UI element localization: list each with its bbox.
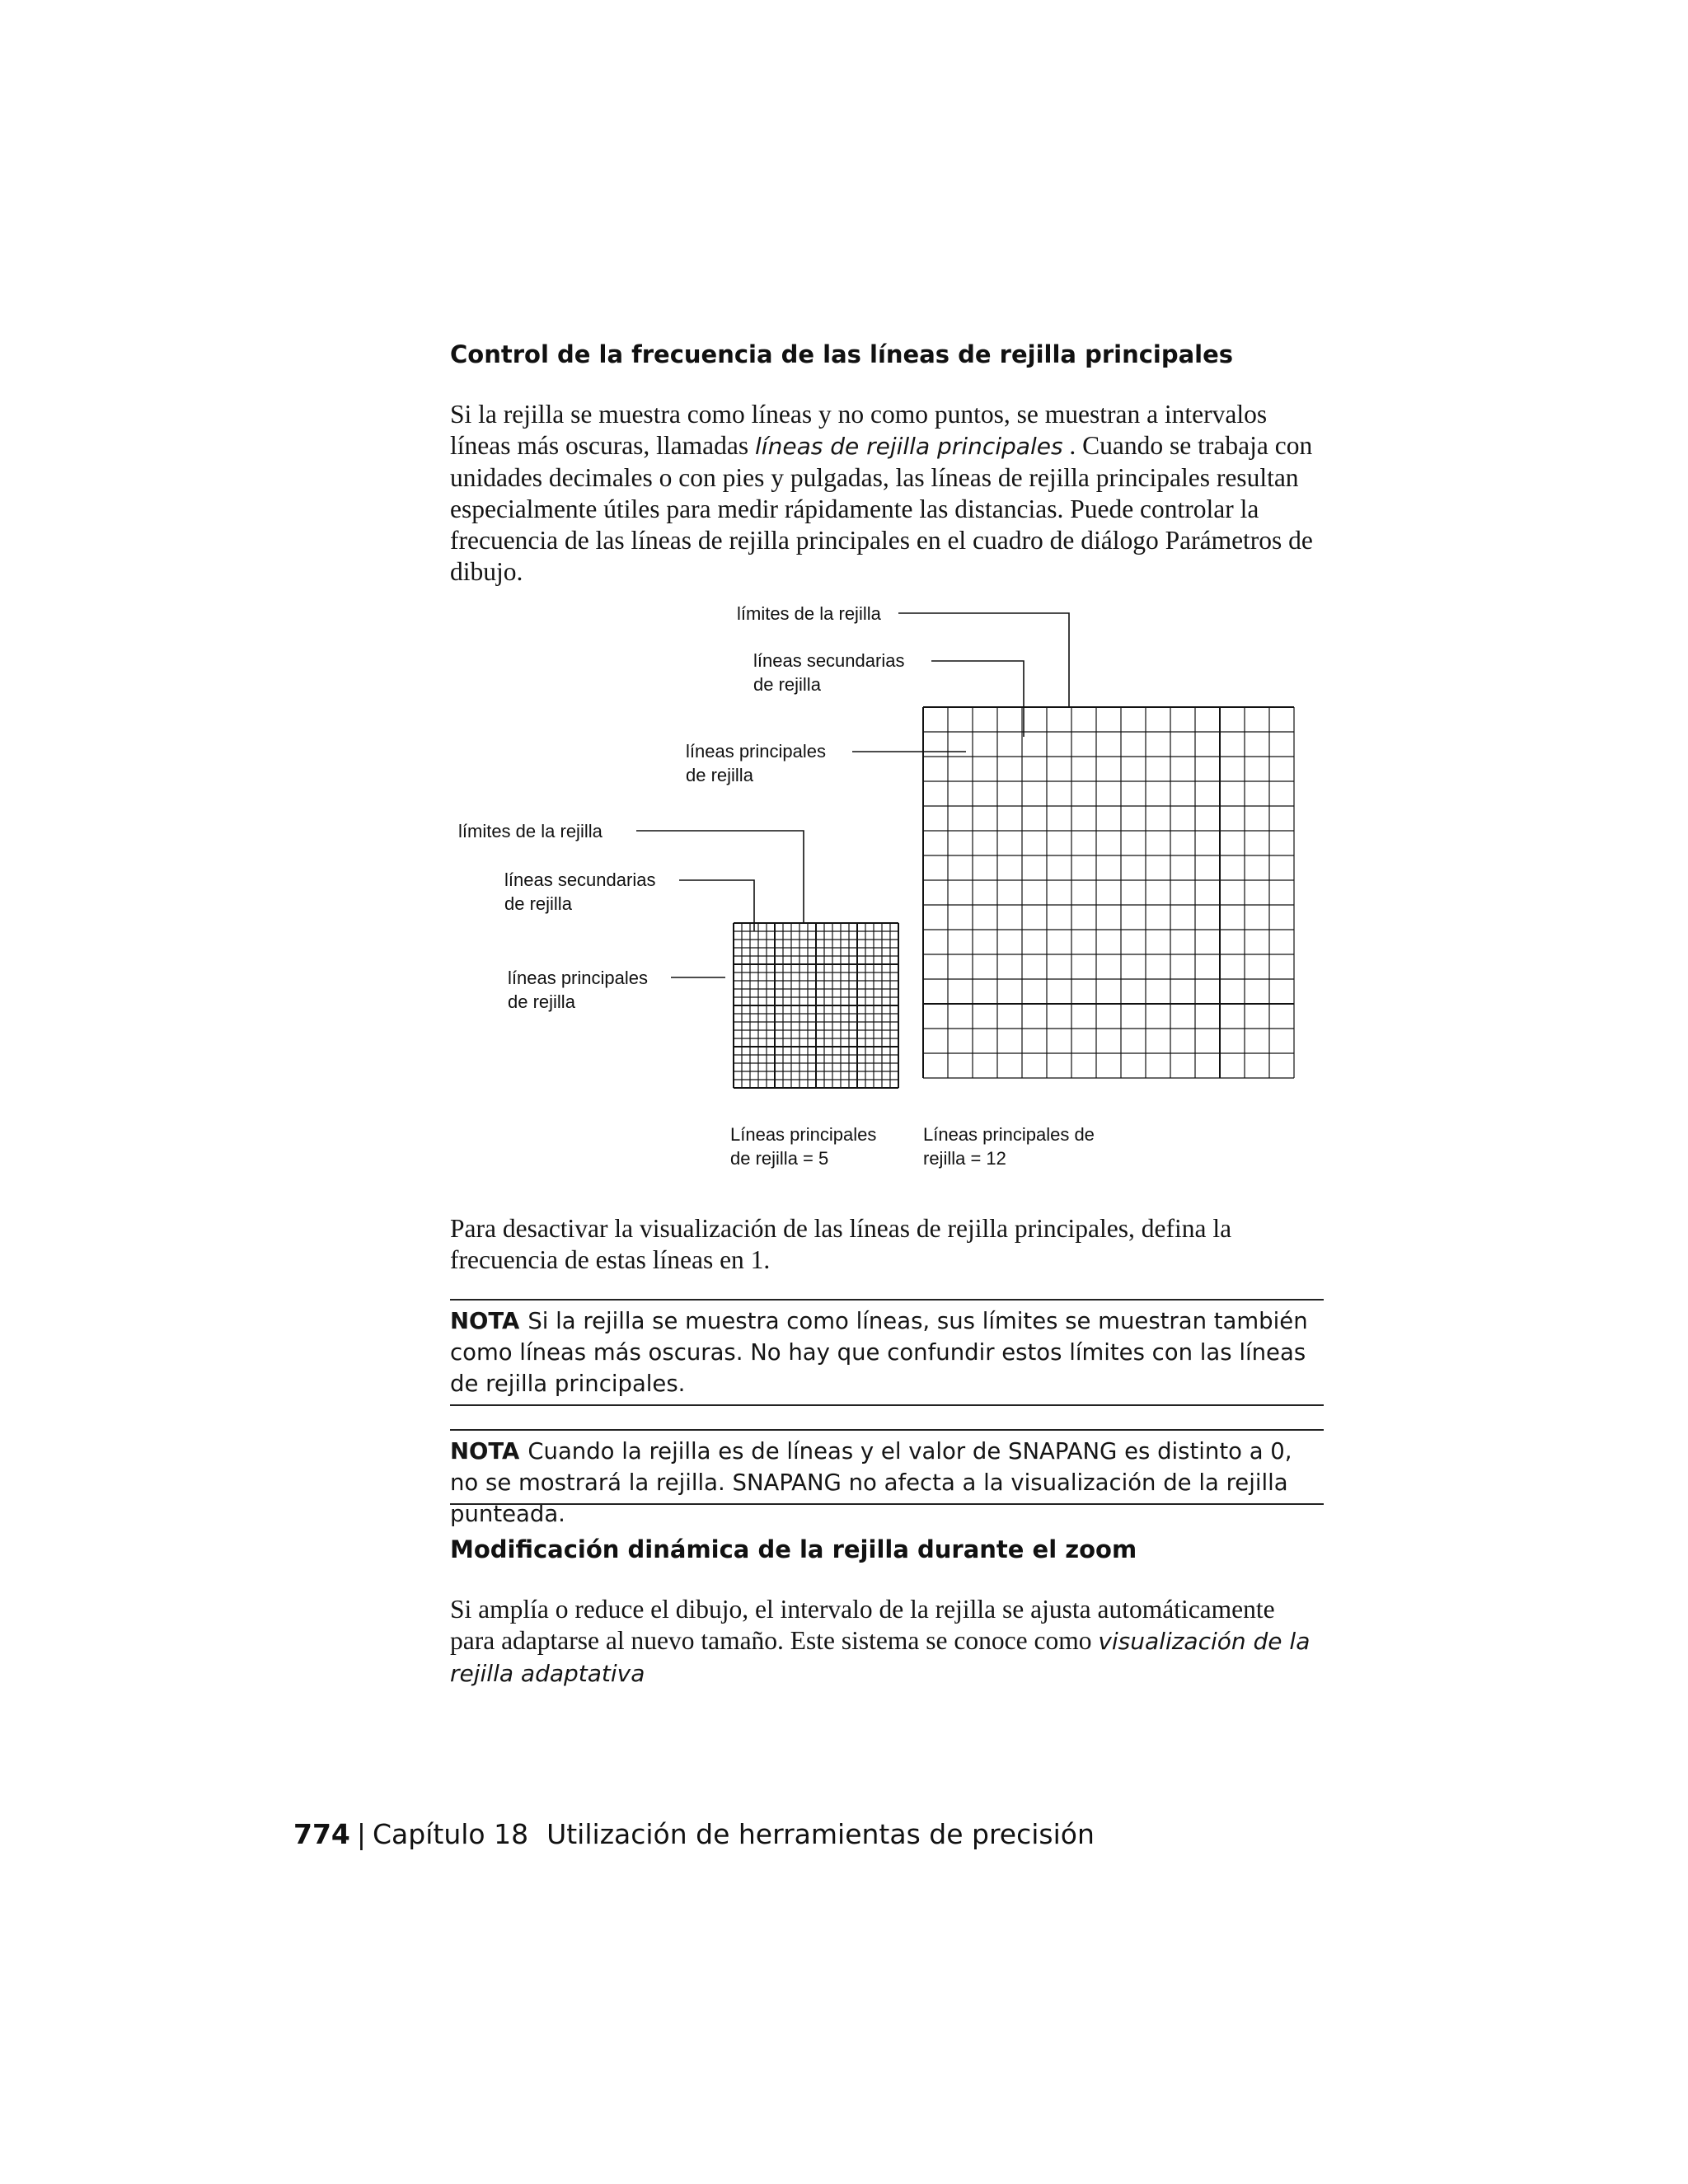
small-caption-line1: Líneas principales xyxy=(730,1124,877,1145)
small-limits-leader xyxy=(636,831,804,923)
text-run: Si la rejilla se muestra como líneas y no como puntos, se muestran a intervalos líneas más oscuras, llamadas xyxy=(450,400,1268,460)
large-caption-line2: rejilla = 12 xyxy=(923,1148,1006,1169)
large-minor-label-line1: líneas secundarias xyxy=(753,650,905,671)
note-snapang xyxy=(450,1436,1324,1530)
paragraph-disable-major xyxy=(450,1213,1324,1276)
section-heading-adaptive xyxy=(450,1535,1324,1564)
emphasis-term: visualización de la rejilla adaptativa xyxy=(450,1628,1311,1687)
body-paragraph xyxy=(450,399,1324,588)
small-limits-label: límites de la rejilla xyxy=(458,821,603,841)
note-label: NOTA xyxy=(450,1308,520,1334)
emphasis-term: líneas de rejilla principales xyxy=(755,433,1063,460)
large-minor-label-line2: de rejilla xyxy=(753,674,821,695)
grid-diagram xyxy=(445,602,1319,1179)
large-caption-line1: Líneas principales de xyxy=(923,1124,1095,1145)
page-number: 774 xyxy=(293,1818,350,1850)
large-limits-label: límites de la rejilla xyxy=(737,603,881,624)
large-grid xyxy=(923,707,1294,1078)
paragraph-adaptive-grid xyxy=(450,1594,1324,1690)
paragraph-major-grid-intro xyxy=(450,399,1324,588)
note-text: Si la rejilla se muestra como líneas, sus límites se muestran también como líneas más oscuras. No hay que confundir estos límites con las líneas de rejilla principales. xyxy=(450,1308,1308,1397)
note-grid-limits xyxy=(450,1305,1324,1399)
note-bottom-rule xyxy=(450,1503,1324,1505)
large-minor-leader xyxy=(931,661,1024,737)
chapter-label: Capítulo 18 xyxy=(373,1818,529,1850)
section-heading: Modificación dinámica de la rejilla durante el zoom xyxy=(450,1535,1137,1563)
section-heading: Control de la frecuencia de las líneas de rejilla principales xyxy=(450,340,1234,368)
small-minor-label-line2: de rejilla xyxy=(504,893,572,914)
section-heading-major-grid xyxy=(450,340,1324,369)
small-grid xyxy=(734,923,898,1088)
large-major-label-line1: líneas principales xyxy=(686,741,826,762)
note-top-rule xyxy=(450,1429,1324,1431)
small-major-label-line2: de rejilla xyxy=(508,991,575,1012)
body-paragraph xyxy=(450,1594,1324,1690)
text-run: . Cuando se trabaja con unidades decimales o con pies y pulgadas, las líneas de rejilla principales resultan especialmente útiles para medir rápidamente las distancias. Puede controlar la frecuencia de las líneas de rejilla principales en el cuadro de diálogo Parámetros de dibujo. xyxy=(450,431,1313,586)
note-bottom-rule xyxy=(450,1404,1324,1406)
large-limits-leader xyxy=(898,613,1069,707)
grid-frequency-figure xyxy=(445,602,1319,1179)
chapter-title: Utilización de herramientas de precisión xyxy=(546,1818,1095,1850)
note-text: Cuando la rejilla es de líneas y el valor de SNAPANG es distinto a 0, no se mostrará la rejilla. SNAPANG no afecta a la visualización de la rejilla punteada. xyxy=(450,1438,1292,1527)
footer-separator: | xyxy=(356,1818,367,1850)
body-paragraph: Para desactivar la visualización de las líneas de rejilla principales, defina la frecuencia de estas líneas en 1. xyxy=(450,1214,1232,1274)
note-top-rule xyxy=(450,1299,1324,1301)
page-footer xyxy=(293,1818,1095,1851)
small-major-label-line1: líneas principales xyxy=(508,968,648,988)
large-major-label-line2: de rejilla xyxy=(686,765,753,785)
small-caption-line2: de rejilla = 5 xyxy=(730,1148,829,1169)
small-minor-label-line1: líneas secundarias xyxy=(504,869,656,890)
text-run: Si amplía o reduce el dibujo, el intervalo de la rejilla se ajusta automáticamente para adaptarse al nuevo tamaño. Este sistema se conoce como xyxy=(450,1595,1275,1655)
note-label: NOTA xyxy=(450,1438,520,1465)
